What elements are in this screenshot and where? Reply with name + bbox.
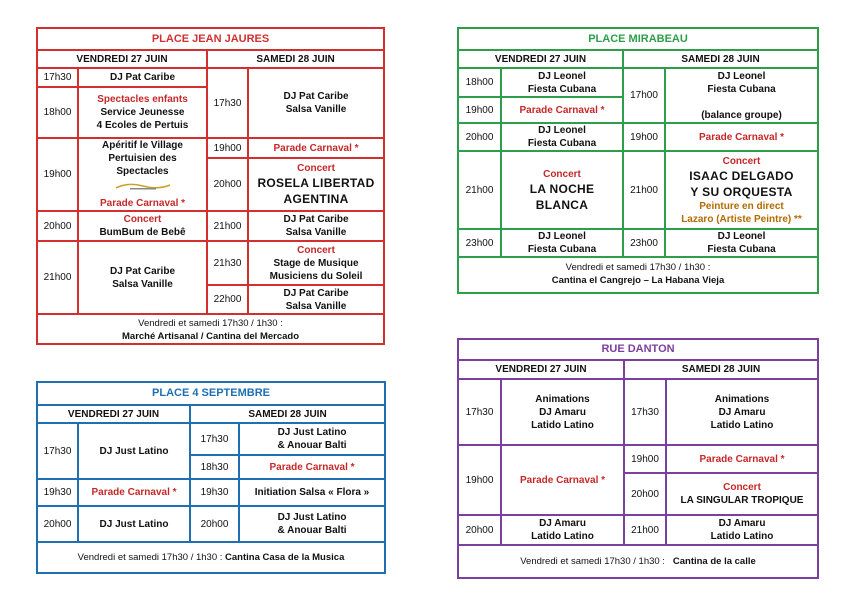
village-spectacles-logo-icon xyxy=(108,181,178,191)
event-cell: Apéritif le Village Pertuisien des Spectacles Parade Carnaval * xyxy=(78,138,207,211)
time-cell: 19h00 xyxy=(207,138,248,158)
schedule-place-jean-jaures xyxy=(36,27,385,345)
event-cell: Parade Carnaval * xyxy=(248,138,383,158)
time-cell: 19h00 xyxy=(459,97,501,123)
event-cell: DJ Pat Caribe Salsa Vanille xyxy=(248,68,383,138)
venue-title: RUE DANTON xyxy=(459,340,817,360)
time-cell: 18h00 xyxy=(38,87,78,138)
time-cell: 20h00 xyxy=(459,123,501,151)
venue-footer: Vendredi et samedi 17h30 / 1h30 : Cantina Casa de la Musica xyxy=(38,542,384,572)
event-cell: Spectacles enfants Service Jeunesse 4 Ecoles de Pertuis xyxy=(78,87,207,138)
day-header-friday: VENDREDI 27 JUIN xyxy=(38,405,190,423)
time-cell: 21h00 xyxy=(38,241,78,314)
event-cell: Animations DJ Amaru Latido Latino xyxy=(501,379,624,445)
venue-title: PLACE JEAN JAURES xyxy=(38,29,383,50)
time-cell: 17h30 xyxy=(38,423,78,479)
time-cell: 19h00 xyxy=(38,138,78,211)
event-cell: DJ Just Latino & Anouar Balti xyxy=(239,423,384,455)
time-cell: 18h00 xyxy=(459,68,501,97)
day-header-friday: VENDREDI 27 JUIN xyxy=(459,50,623,68)
time-cell: 19h00 xyxy=(459,445,501,515)
event-cell: Concert ROSELA LIBERTAD AGENTINA xyxy=(248,158,383,211)
time-cell: 19h00 xyxy=(623,123,665,151)
time-cell: 20h00 xyxy=(190,506,239,542)
venue-footer: Vendredi et samedi 17h30 / 1h30 : Cantina el Cangrejo – La Habana Vieja xyxy=(459,257,817,290)
event-cell: DJ Leonel Fiesta Cubana xyxy=(665,229,817,257)
event-cell: Animations DJ Amaru Latido Latino xyxy=(666,379,817,445)
event-cell: DJ Just Latino xyxy=(78,423,190,479)
time-cell: 21h00 xyxy=(624,515,666,545)
event-cell: Concert LA NOCHE BLANCA xyxy=(501,151,623,229)
event-cell: Parade Carnaval * xyxy=(665,123,817,151)
event-cell: Concert BumBum de Bebê xyxy=(78,211,207,241)
time-cell: 21h30 xyxy=(207,241,248,285)
event-cell: DJ Pat Caribe Salsa Vanille xyxy=(248,211,383,241)
event-cell: Initiation Salsa « Flora » xyxy=(239,479,384,506)
time-cell: 17h30 xyxy=(624,379,666,445)
time-cell: 19h30 xyxy=(38,479,78,506)
event-cell: DJ Leonel Fiesta Cubana xyxy=(501,123,623,151)
day-header-friday: VENDREDI 27 JUIN xyxy=(459,360,624,379)
time-cell: 17h00 xyxy=(623,68,665,123)
day-header-saturday: SAMEDI 28 JUIN xyxy=(623,50,817,68)
time-cell: 21h00 xyxy=(207,211,248,241)
day-header-friday: VENDREDI 27 JUIN xyxy=(38,50,207,68)
day-header-saturday: SAMEDI 28 JUIN xyxy=(624,360,817,379)
time-cell: 20h00 xyxy=(459,515,501,545)
event-cell: DJ Pat Caribe Salsa Vanille xyxy=(78,241,207,314)
time-cell: 17h30 xyxy=(459,379,501,445)
event-cell: DJ Just Latino & Anouar Balti xyxy=(239,506,384,542)
time-cell: 22h00 xyxy=(207,285,248,314)
time-cell: 17h30 xyxy=(190,423,239,455)
time-cell: 17h30 xyxy=(38,68,78,87)
venue-title: PLACE 4 SEPTEMBRE xyxy=(38,383,384,405)
event-cell: Concert ISAAC DELGADO Y SU ORQUESTA Peinture en direct Lazaro (Artiste Peintre) ** xyxy=(665,151,817,229)
event-cell: DJ Pat Caribe xyxy=(78,68,207,87)
event-cell: Parade Carnaval * xyxy=(501,97,623,123)
time-cell: 18h30 xyxy=(190,455,239,479)
time-cell: 23h00 xyxy=(623,229,665,257)
schedule-place-mirabeau xyxy=(457,27,819,294)
day-header-saturday: SAMEDI 28 JUIN xyxy=(190,405,384,423)
event-cell: DJ Leonel Fiesta Cubana xyxy=(501,229,623,257)
event-cell: Parade Carnaval * xyxy=(666,445,817,473)
event-cell: Concert Stage de Musique Musiciens du Soleil xyxy=(248,241,383,285)
time-cell: 23h00 xyxy=(459,229,501,257)
day-header-saturday: SAMEDI 28 JUIN xyxy=(207,50,383,68)
event-cell: DJ Just Latino xyxy=(78,506,190,542)
event-cell: DJ Amaru Latido Latino xyxy=(666,515,817,545)
time-cell: 20h00 xyxy=(38,211,78,241)
event-cell: Parade Carnaval * xyxy=(501,445,624,515)
time-cell: 20h00 xyxy=(624,473,666,515)
time-cell: 17h30 xyxy=(207,68,248,138)
time-cell: 21h00 xyxy=(623,151,665,229)
time-cell: 19h30 xyxy=(190,479,239,506)
event-cell: DJ Leonel Fiesta Cubana xyxy=(501,68,623,97)
time-cell: 21h00 xyxy=(459,151,501,229)
schedule-place-4-septembre xyxy=(36,381,386,574)
event-cell: DJ Pat Caribe Salsa Vanille xyxy=(248,285,383,314)
time-cell: 20h00 xyxy=(38,506,78,542)
venue-footer: Vendredi et samedi 17h30 / 1h30 : Cantina de la calle xyxy=(459,545,817,577)
venue-footer: Vendredi et samedi 17h30 / 1h30 : Marché Artisanal / Cantina del Mercado xyxy=(38,314,383,344)
venue-title: PLACE MIRABEAU xyxy=(459,29,817,50)
event-cell: DJ Leonel Fiesta Cubana (balance groupe) xyxy=(665,68,817,123)
event-cell: Concert LA SINGULAR TROPIQUE xyxy=(666,473,817,515)
event-cell: Parade Carnaval * xyxy=(78,479,190,506)
time-cell: 19h00 xyxy=(624,445,666,473)
event-cell: Parade Carnaval * xyxy=(239,455,384,479)
event-cell: DJ Amaru Latido Latino xyxy=(501,515,624,545)
schedule-rue-danton xyxy=(457,338,819,579)
time-cell: 20h00 xyxy=(207,158,248,211)
